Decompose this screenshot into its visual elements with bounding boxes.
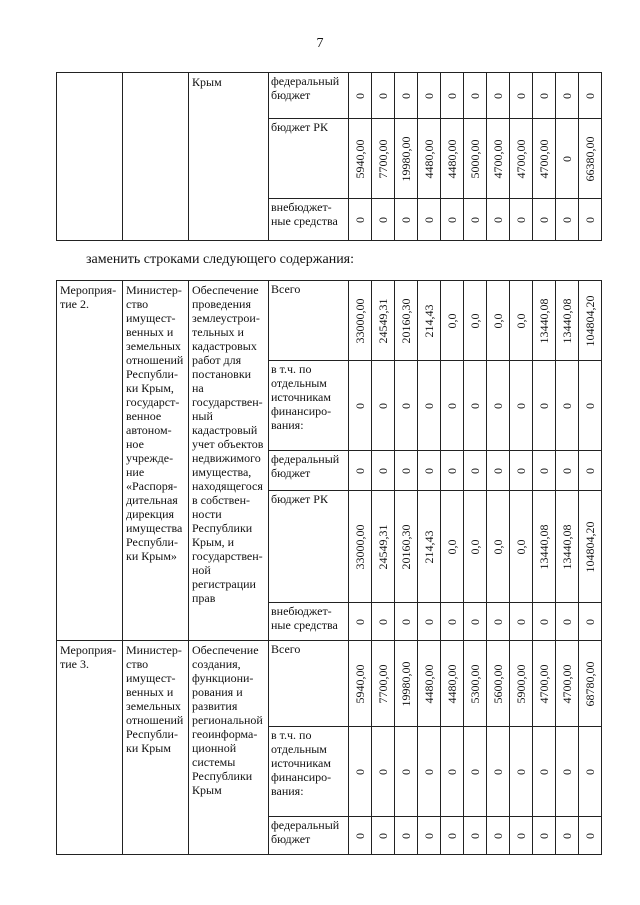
value-text: 13440,08 (537, 298, 551, 343)
funding-source-cell: внебюджет-ные средства (269, 199, 349, 241)
value-cell (372, 727, 395, 817)
top-funding-table (56, 72, 602, 241)
value-cell (556, 451, 579, 491)
value-cell (349, 727, 372, 817)
value-text: 0 (399, 618, 413, 625)
value-text: 0 (399, 768, 413, 775)
value-cell (464, 73, 487, 119)
executor-cell: Министер-ство имущест-венных и земельных отношений Республи-ки Крым (123, 641, 189, 855)
value-cell (579, 451, 602, 491)
value-cell (349, 281, 372, 361)
value-text: 104804,20 (583, 521, 597, 572)
measure-name-cell: Мероприя-тие 3. (57, 641, 123, 855)
value-text: 5900,00 (514, 664, 528, 703)
value-text: 104804,20 (583, 295, 597, 346)
value-cell (372, 73, 395, 119)
funding-source-cell: федеральный бюджет (269, 451, 349, 491)
value-text: 0 (353, 467, 367, 474)
value-text: 0 (468, 768, 482, 775)
value-cell (464, 281, 487, 361)
value-text: 0 (583, 768, 597, 775)
value-text: 0 (537, 768, 551, 775)
value-text: 0 (560, 92, 574, 99)
value-cell (533, 73, 556, 119)
value-cell (510, 281, 533, 361)
value-cell (418, 119, 441, 199)
value-text: 5940,00 (353, 664, 367, 703)
value-text: 4700,00 (537, 664, 551, 703)
value-text: 0 (514, 467, 528, 474)
description-cell: Обеспечение создания, функциони-рования и развития региональной геоинформа-ционной системы Республики Крым (189, 641, 269, 855)
value-text: 0 (514, 618, 528, 625)
value-cell (372, 491, 395, 603)
value-cell (395, 281, 418, 361)
value-cell (464, 641, 487, 727)
value-cell (533, 641, 556, 727)
measure-name-cell: Мероприя-тие 2. (57, 281, 123, 641)
table-row (57, 641, 602, 727)
value-cell (418, 727, 441, 817)
value-text: 0 (399, 832, 413, 839)
value-text: 0 (468, 216, 482, 223)
value-text: 0,0 (445, 539, 459, 554)
value-text: 0 (583, 216, 597, 223)
value-cell (579, 361, 602, 451)
value-text: 0 (422, 467, 436, 474)
value-cell (487, 281, 510, 361)
value-cell (441, 119, 464, 199)
value-cell (464, 451, 487, 491)
value-cell (418, 451, 441, 491)
measure-cell (57, 73, 123, 241)
value-cell (372, 119, 395, 199)
value-cell (441, 199, 464, 241)
value-cell (441, 817, 464, 855)
value-text: 0 (422, 768, 436, 775)
value-cell (533, 817, 556, 855)
value-text: 4700,00 (560, 664, 574, 703)
value-cell (349, 119, 372, 199)
value-cell (418, 73, 441, 119)
value-cell (533, 199, 556, 241)
value-cell (418, 603, 441, 641)
value-text: 0 (353, 768, 367, 775)
value-cell (510, 119, 533, 199)
value-text: 0 (376, 402, 390, 409)
value-text: 24549,31 (376, 524, 390, 569)
value-cell (441, 727, 464, 817)
value-cell (395, 817, 418, 855)
value-cell (372, 603, 395, 641)
value-text: 13440,08 (560, 524, 574, 569)
value-cell (533, 727, 556, 817)
value-text: 5300,00 (468, 664, 482, 703)
value-cell (579, 119, 602, 199)
value-text: 0 (491, 92, 505, 99)
value-cell (510, 603, 533, 641)
value-text: 0 (537, 832, 551, 839)
value-text: 0 (583, 402, 597, 409)
value-text: 4700,00 (537, 139, 551, 178)
value-text: 0 (537, 216, 551, 223)
value-cell (579, 727, 602, 817)
value-cell (487, 603, 510, 641)
funding-source-cell: внебюджет-ные средства (269, 603, 349, 641)
value-cell (556, 281, 579, 361)
table-row (57, 281, 602, 361)
value-text: 214,43 (422, 530, 436, 563)
value-text: 0 (514, 402, 528, 409)
value-text: 0 (514, 92, 528, 99)
value-cell (487, 199, 510, 241)
value-text: 0 (583, 92, 597, 99)
value-text: 0 (445, 768, 459, 775)
value-text: 33000,00 (353, 298, 367, 343)
value-cell (441, 451, 464, 491)
value-cell (510, 641, 533, 727)
value-text: 0 (422, 402, 436, 409)
value-cell (441, 603, 464, 641)
value-cell (556, 491, 579, 603)
value-cell (510, 727, 533, 817)
value-text: 68780,00 (583, 661, 597, 706)
value-text: 0 (422, 92, 436, 99)
value-text: 0 (560, 402, 574, 409)
value-text: 0 (468, 402, 482, 409)
value-cell (349, 73, 372, 119)
value-text: 0 (399, 92, 413, 99)
value-text: 0 (514, 216, 528, 223)
value-text: 5600,00 (491, 664, 505, 703)
funding-source-cell: в т.ч. по отдельным источникам финансиро-вания: (269, 727, 349, 817)
value-text: 0 (353, 618, 367, 625)
value-text: 0 (537, 402, 551, 409)
value-cell (372, 451, 395, 491)
value-text: 0 (445, 467, 459, 474)
value-text: 0 (514, 832, 528, 839)
value-text: 0 (376, 618, 390, 625)
value-cell (556, 199, 579, 241)
funding-source-cell: федеральный бюджет (269, 73, 349, 119)
value-cell (441, 361, 464, 451)
value-cell (441, 491, 464, 603)
value-cell (464, 361, 487, 451)
value-text: 0 (376, 768, 390, 775)
funding-source-cell: в т.ч. по отдельным источникам финансиро-вания: (269, 361, 349, 451)
value-cell (464, 603, 487, 641)
value-text: 0 (468, 618, 482, 625)
value-cell (533, 603, 556, 641)
value-cell (349, 641, 372, 727)
value-cell (579, 199, 602, 241)
value-text: 0 (491, 618, 505, 625)
value-text: 0 (353, 402, 367, 409)
value-cell (487, 727, 510, 817)
value-cell (510, 361, 533, 451)
funding-source-cell: бюджет РК (269, 491, 349, 603)
value-text: 4480,00 (445, 139, 459, 178)
value-text: 0,0 (491, 313, 505, 328)
value-cell (395, 361, 418, 451)
page-number: 7 (316, 36, 324, 51)
value-cell (418, 199, 441, 241)
value-text: 20160,30 (399, 524, 413, 569)
value-text: 0 (399, 216, 413, 223)
value-text: 5000,00 (468, 139, 482, 178)
value-text: 214,43 (422, 304, 436, 337)
value-cell (533, 361, 556, 451)
value-text: 0 (537, 467, 551, 474)
value-cell (510, 817, 533, 855)
value-text: 0 (560, 467, 574, 474)
value-cell (579, 73, 602, 119)
value-cell (487, 491, 510, 603)
value-cell (395, 73, 418, 119)
value-cell (418, 817, 441, 855)
value-text: 66380,00 (583, 136, 597, 181)
funding-source-cell: Всего (269, 641, 349, 727)
value-cell (372, 361, 395, 451)
value-text: 0 (376, 92, 390, 99)
value-text: 0 (445, 92, 459, 99)
value-cell (349, 451, 372, 491)
value-text: 0 (445, 216, 459, 223)
value-text: 0 (583, 618, 597, 625)
value-cell (395, 491, 418, 603)
value-cell (556, 603, 579, 641)
funding-source-cell: Всего (269, 281, 349, 361)
value-text: 0 (491, 467, 505, 474)
value-text: 7700,00 (376, 139, 390, 178)
value-text: 0 (468, 832, 482, 839)
value-cell (418, 281, 441, 361)
executor-cell (123, 73, 189, 241)
value-cell (556, 817, 579, 855)
value-cell (395, 603, 418, 641)
value-cell (372, 281, 395, 361)
value-cell (395, 451, 418, 491)
value-text: 0 (560, 155, 574, 162)
value-text: 4480,00 (422, 139, 436, 178)
value-cell (372, 641, 395, 727)
value-text: 0 (537, 92, 551, 99)
value-text: 7700,00 (376, 664, 390, 703)
value-cell (487, 451, 510, 491)
value-cell (533, 451, 556, 491)
value-cell (441, 281, 464, 361)
value-text: 0 (491, 832, 505, 839)
value-cell (349, 491, 372, 603)
value-text: 0 (560, 216, 574, 223)
value-text: 0,0 (514, 313, 528, 328)
value-text: 4480,00 (422, 664, 436, 703)
value-text: 0 (422, 216, 436, 223)
value-text: 0 (537, 618, 551, 625)
value-cell (464, 119, 487, 199)
value-cell (533, 491, 556, 603)
value-cell (510, 451, 533, 491)
value-cell (464, 727, 487, 817)
value-cell (579, 641, 602, 727)
value-text: 0 (353, 216, 367, 223)
value-cell (556, 727, 579, 817)
value-text: 0 (583, 467, 597, 474)
value-text: 0 (491, 216, 505, 223)
value-cell (556, 73, 579, 119)
value-text: 0,0 (491, 539, 505, 554)
value-text: 0 (399, 402, 413, 409)
replacement-intro-text: заменить строками следующего содержания: (86, 252, 355, 267)
value-text: 0,0 (468, 313, 482, 328)
value-cell (510, 491, 533, 603)
value-text: 0 (399, 467, 413, 474)
value-text: 0 (353, 92, 367, 99)
value-text: 0 (560, 832, 574, 839)
value-text: 0 (422, 832, 436, 839)
value-cell (349, 361, 372, 451)
value-cell (464, 817, 487, 855)
value-cell (372, 199, 395, 241)
value-cell (556, 119, 579, 199)
value-text: 0 (468, 467, 482, 474)
value-text: 5940,00 (353, 139, 367, 178)
value-cell (395, 199, 418, 241)
value-text: 0 (376, 832, 390, 839)
value-cell (533, 281, 556, 361)
value-cell (487, 641, 510, 727)
value-text: 0 (422, 618, 436, 625)
value-text: 0 (560, 618, 574, 625)
table-row (57, 73, 602, 119)
value-cell (418, 491, 441, 603)
value-text: 0 (376, 467, 390, 474)
value-cell (487, 119, 510, 199)
value-text: 0 (376, 216, 390, 223)
value-text: 19980,00 (399, 136, 413, 181)
value-text: 0 (514, 768, 528, 775)
value-cell (579, 817, 602, 855)
value-cell (487, 817, 510, 855)
value-text: 24549,31 (376, 298, 390, 343)
value-text: 0,0 (468, 539, 482, 554)
value-text: 0 (445, 618, 459, 625)
value-cell (395, 727, 418, 817)
value-cell (349, 199, 372, 241)
value-text: 4700,00 (514, 139, 528, 178)
value-cell (487, 73, 510, 119)
value-text: 0,0 (514, 539, 528, 554)
value-text: 0 (491, 402, 505, 409)
value-text: 4480,00 (445, 664, 459, 703)
value-cell (556, 641, 579, 727)
value-text: 4700,00 (491, 139, 505, 178)
value-cell (441, 73, 464, 119)
value-cell (349, 603, 372, 641)
value-cell (510, 73, 533, 119)
funding-source-cell: федеральный бюджет (269, 817, 349, 855)
value-cell (418, 641, 441, 727)
value-cell (349, 817, 372, 855)
value-text: 19980,00 (399, 661, 413, 706)
description-cell: Обеспечение проведения землеустрои-тельных и кадастровых работ для постановки на государствен-ный кадастровый учет объектов недвижимого имущества, находящегося в собствен-ности Республики Крым, и государствен-ной регистрации прав (189, 281, 269, 641)
value-cell (418, 361, 441, 451)
value-cell (464, 199, 487, 241)
value-text: 13440,08 (537, 524, 551, 569)
value-text: 33000,00 (353, 524, 367, 569)
value-cell (395, 641, 418, 727)
value-text: 13440,08 (560, 298, 574, 343)
value-text: 0 (445, 402, 459, 409)
value-cell (372, 817, 395, 855)
value-cell (579, 281, 602, 361)
region-cell: Крым (189, 73, 269, 241)
value-cell (579, 603, 602, 641)
value-text: 0 (445, 832, 459, 839)
funding-source-cell: бюджет РК (269, 119, 349, 199)
value-cell (395, 119, 418, 199)
value-cell (533, 119, 556, 199)
value-cell (487, 361, 510, 451)
value-text: 0 (353, 832, 367, 839)
value-text: 0 (491, 768, 505, 775)
main-funding-table (56, 280, 602, 855)
value-text: 20160,30 (399, 298, 413, 343)
executor-cell: Министер-ство имущест-венных и земельных отношений Республи-ки Крым, государст-венное автоном-ное учрежде-ние «Распоря-дительная дирекция имущества Республи-ки Крым» (123, 281, 189, 641)
value-cell (510, 199, 533, 241)
value-text: 0 (560, 768, 574, 775)
value-cell (556, 361, 579, 451)
value-text: 0 (583, 832, 597, 839)
value-text: 0,0 (445, 313, 459, 328)
value-cell (441, 641, 464, 727)
value-cell (464, 491, 487, 603)
value-text: 0 (468, 92, 482, 99)
value-cell (579, 491, 602, 603)
